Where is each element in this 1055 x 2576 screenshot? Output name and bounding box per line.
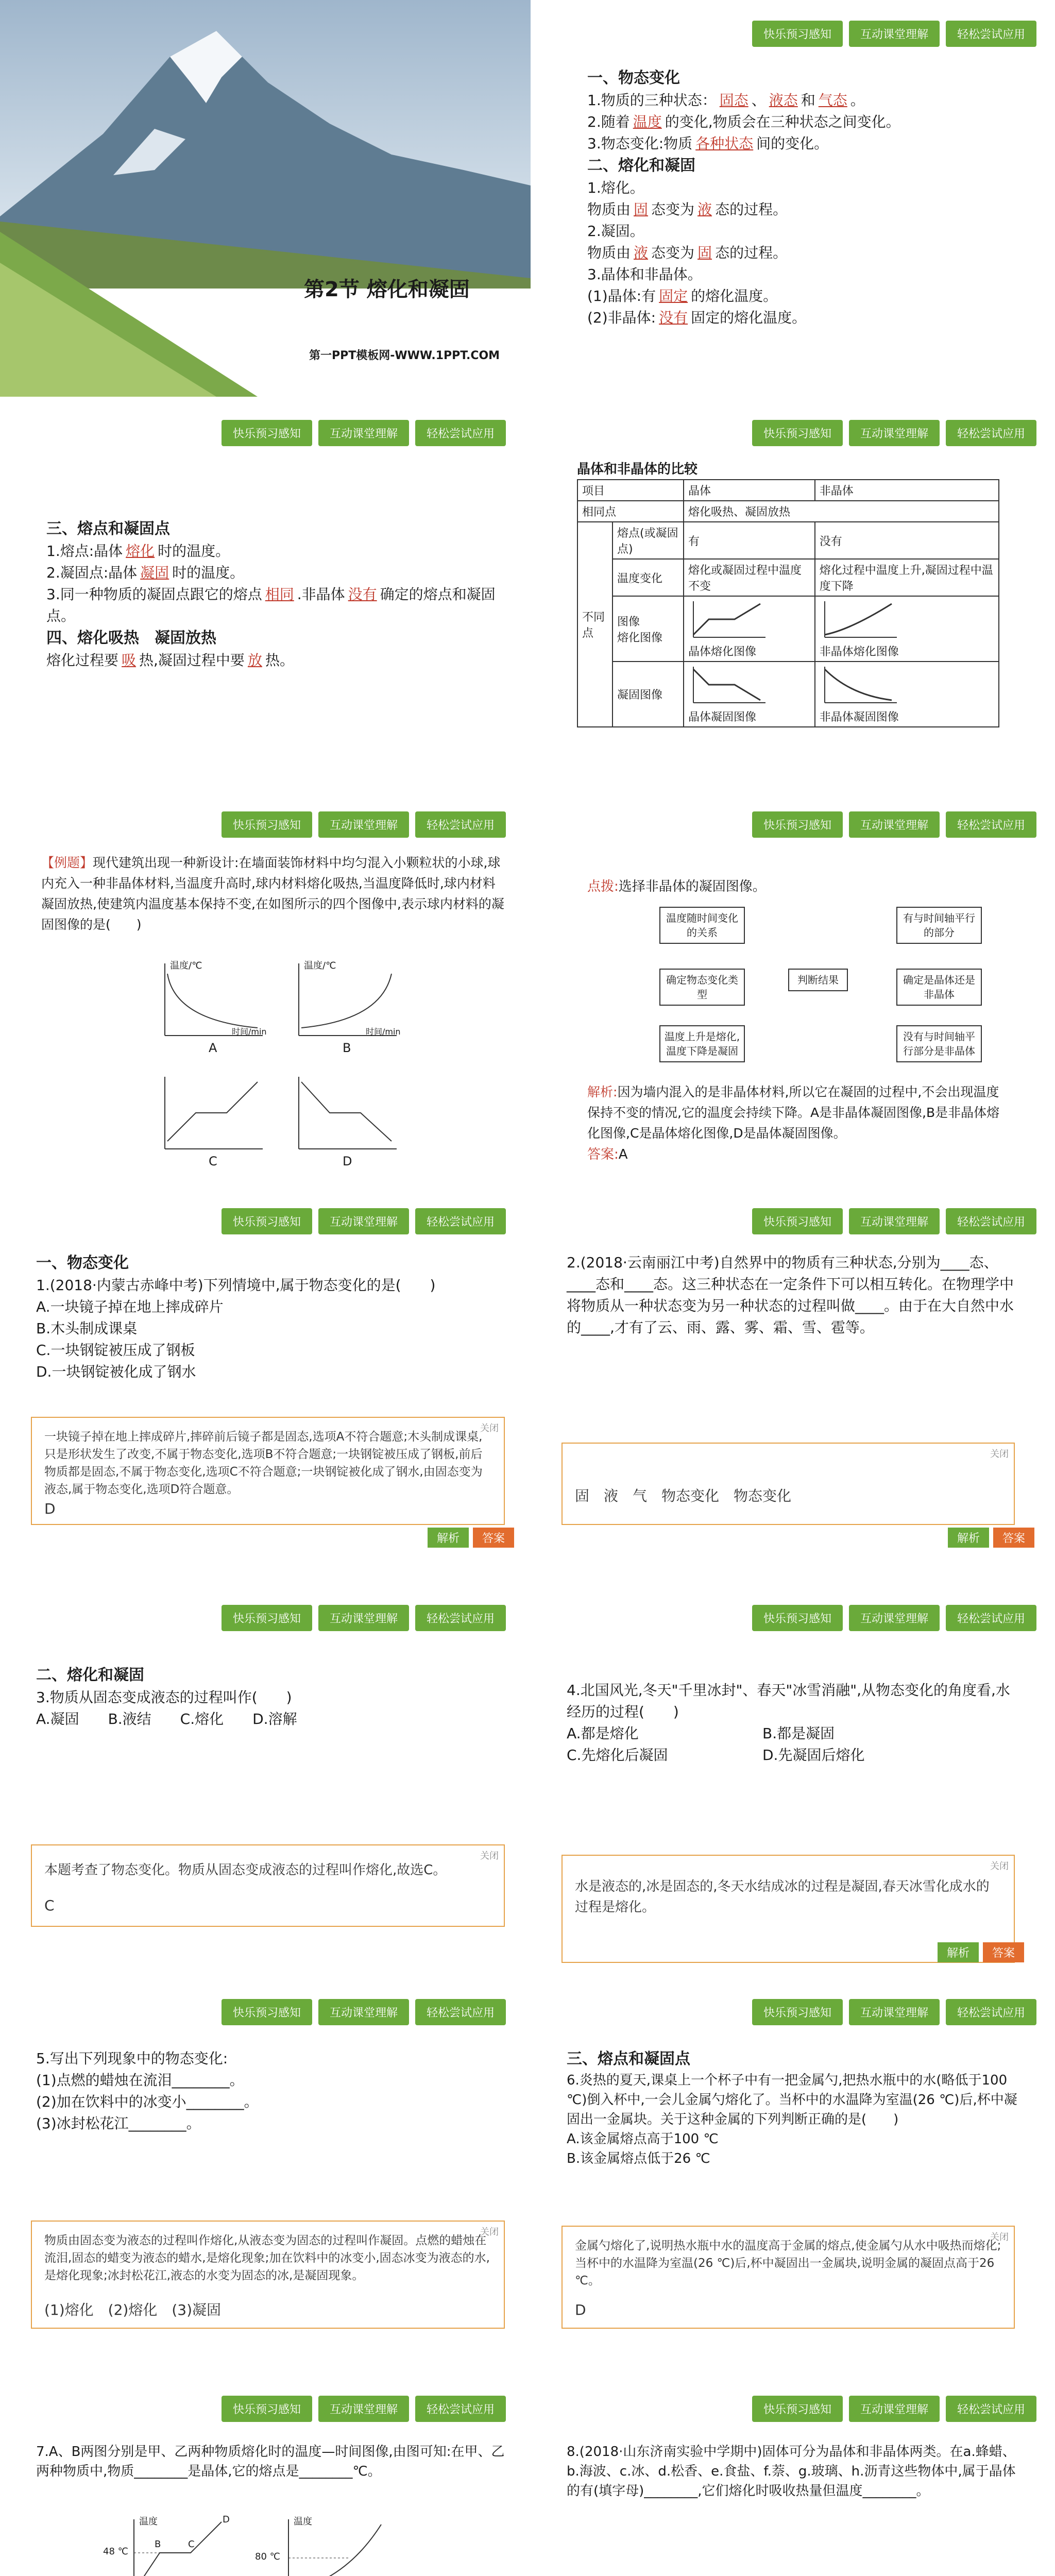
section-heading: 一、物态变化 xyxy=(36,1254,129,1272)
crystal-solidify-graph xyxy=(688,664,771,705)
explanation-text: 物质由固态变为液态的过程叫作熔化,从液态变为固态的过程叫作凝固。点燃的蜡烛在流泪,固态的蜡变为液态的蜡水,是熔化现象;加在饮料中的冰变小,固态冰变为液态的水,是熔化现象;冰封松花江,液态的水变为固态的冰,是凝固现象。 xyxy=(44,2234,490,2282)
answer-button[interactable]: 答案 xyxy=(993,1528,1034,1548)
example-analysis xyxy=(587,1082,1010,1165)
option[interactable]: B.该金属熔点低于26 ℃ xyxy=(567,2151,710,2166)
note-line: (1)晶体:有 固定 的熔化温度。 xyxy=(587,287,778,304)
nav-apply-button[interactable]: 轻松尝试应用 xyxy=(946,2396,1036,2422)
option[interactable]: D.一块钢锭被化成了钢水 xyxy=(36,1363,196,1380)
nav-classroom-button[interactable]: 互动课堂理解 xyxy=(849,811,940,838)
axis-label-temp: 温度/℃ xyxy=(304,960,336,971)
q6 xyxy=(567,2048,1020,2168)
flow-box: 有与时间轴平行的部分 xyxy=(896,907,982,944)
nav-right xyxy=(752,420,1036,446)
explanation-text: 本题考查了物态变化。物质从固态变成液态的过程叫作熔化,故选C。 xyxy=(44,1862,447,1878)
q1-toggle-buttons xyxy=(428,1528,514,1548)
question-text: 6.炎热的夏天,课桌上一个杯子中有一把金属勺,把热水瓶中的水(略低于100 ℃)倒入杯中,一会儿金属勺熔化了。当杯中的水温降为室温(26 ℃)后,杯中凝固出一金属块。关于这种金属的下列判断正确的是( ) xyxy=(567,2073,1017,2127)
graph-caption: 非晶体凝固图像 xyxy=(819,711,899,724)
table-cell: 有 xyxy=(684,522,815,559)
graph-label-d: D xyxy=(343,1154,352,1168)
q5-explanation-box xyxy=(31,2221,505,2329)
q4-toggle-buttons xyxy=(938,1942,1024,1962)
q2 xyxy=(567,1252,1020,1338)
table-cell-graph xyxy=(815,596,999,662)
nav-classroom-button[interactable]: 互动课堂理解 xyxy=(849,420,940,446)
nav-preview-button[interactable]: 快乐预习感知 xyxy=(222,420,312,446)
note-line: (2)非晶体: 没有 固定的熔化温度。 xyxy=(587,309,807,326)
q7 xyxy=(36,2442,510,2481)
axis-label-temp: 温度/℃ xyxy=(170,960,202,971)
nav-preview-button[interactable]: 快乐预习感知 xyxy=(752,21,843,47)
table-cell: 凝固图像 xyxy=(612,662,684,727)
note-line: 3.同一种物质的凝固点跟它的熔点 相同 .非晶体 没有 确定的熔点和凝固点。 xyxy=(46,586,496,624)
hint-line: 点拨:选择非晶体的凝固图像。 xyxy=(587,879,766,894)
option[interactable]: A.一块镜子掉在地上摔成碎片 xyxy=(36,1298,224,1315)
nav-apply-button[interactable]: 轻松尝试应用 xyxy=(415,2396,506,2422)
q8 xyxy=(567,2442,1020,2501)
nav-left xyxy=(222,1605,506,1631)
amorphous-solidify-graph xyxy=(820,664,902,705)
graph-point-label: C xyxy=(188,2539,195,2550)
nav-classroom-button[interactable]: 互动课堂理解 xyxy=(849,21,940,47)
flow-box: 温度随时间变化的关系 xyxy=(659,907,745,944)
answer-button[interactable]: 答案 xyxy=(473,1528,514,1548)
flow-box: 温度上升是熔化,温度下降是凝固 xyxy=(659,1025,745,1062)
nav-apply-button[interactable]: 轻松尝试应用 xyxy=(415,1999,506,2025)
nav-apply-button[interactable]: 轻松尝试应用 xyxy=(946,1605,1036,1631)
table-cell: 熔点(或凝固点) xyxy=(612,522,684,559)
option[interactable]: A.都是熔化 B.都是凝固 xyxy=(567,1725,835,1742)
nav-classroom-button[interactable]: 互动课堂理解 xyxy=(318,811,409,838)
nav-preview-button[interactable]: 快乐预习感知 xyxy=(222,1999,312,2025)
nav-left xyxy=(222,1208,506,1234)
green-diagonal-band xyxy=(0,232,531,397)
graph-temp-label: 48 ℃ xyxy=(103,2546,128,2557)
nav-preview-button[interactable]: 快乐预习感知 xyxy=(222,1208,312,1234)
nav-classroom-button[interactable]: 互动课堂理解 xyxy=(318,2396,409,2422)
nav-preview-button[interactable]: 快乐预习感知 xyxy=(752,2396,843,2422)
table-cell: 熔化过程中温度上升,凝固过程中温度下降 xyxy=(815,559,999,596)
answer-text: D xyxy=(44,1500,56,1517)
q1-explanation-box xyxy=(31,1417,505,1525)
question-text: 7.A、B两图分别是甲、乙两种物质熔化时的温度—时间图像,由图可知:在甲、乙两种物质中,物质________是晶体,它的熔点是________℃。 xyxy=(36,2444,505,2479)
site-watermark: 第一PPT模板网-WWW.1PPT.COM xyxy=(309,349,500,362)
q3 xyxy=(36,1664,510,1730)
flow-box: 确定是晶体还是非晶体 xyxy=(896,969,982,1006)
graph-point-label: B xyxy=(155,2539,161,2550)
amorphous-melting-graph xyxy=(820,599,902,640)
nav-preview-button[interactable]: 快乐预习感知 xyxy=(752,1605,843,1631)
graph-caption: 非晶体熔化图像 xyxy=(819,646,899,658)
note-line: 物质由 固 态变为 液 态的过程。 xyxy=(587,201,788,218)
table-cell-graph xyxy=(684,596,815,662)
close-button[interactable]: 关闭 xyxy=(990,2232,1009,2243)
explanation-text: 金属勺熔化了,说明热水瓶中水的温度高于金属的熔点,使金属勺从水中吸热而熔化;当杯中的水温降为室温(26 ℃)后,杯中凝固出一金属块,说明金属的凝固点高于26 ℃。 xyxy=(575,2239,1001,2287)
note-line: 1.熔点:晶体 熔化 时的温度。 xyxy=(46,543,230,560)
axis-label-time: 时间/min xyxy=(232,1027,267,1037)
nav-preview-button[interactable]: 快乐预习感知 xyxy=(752,420,843,446)
section-heading: 一、物态变化 xyxy=(587,69,680,87)
top-nav xyxy=(752,21,1036,47)
q6-explanation-box xyxy=(561,2226,1015,2329)
close-button[interactable]: 关闭 xyxy=(990,1861,1009,1872)
graph-temp-label: 80 ℃ xyxy=(255,2551,280,2562)
q2-answer-box xyxy=(561,1443,1015,1525)
nav-classroom-button[interactable]: 互动课堂理解 xyxy=(849,1999,940,2025)
q5 xyxy=(36,2048,510,2134)
note-line: 2.凝固。 xyxy=(587,223,644,240)
note-line: 2.随着 温度 的变化,物质会在三种状态之间变化。 xyxy=(587,113,900,130)
note-line: 1.熔化。 xyxy=(587,179,644,196)
nav-apply-button[interactable]: 轻松尝试应用 xyxy=(415,811,506,838)
example-hint xyxy=(587,876,1010,897)
table-cell: 没有 xyxy=(815,522,999,559)
nav-classroom-button[interactable]: 互动课堂理解 xyxy=(849,2396,940,2422)
close-button[interactable]: 关闭 xyxy=(990,1449,1009,1460)
answer-text: D xyxy=(575,2301,586,2318)
q3-explanation-box xyxy=(31,1844,505,1927)
table-cell: 熔化或凝固过程中温度不变 xyxy=(684,559,815,596)
flow-box: 判断结果 xyxy=(788,969,848,991)
answer-text: (1)熔化 (2)熔化 (3)凝固 xyxy=(44,2301,221,2318)
answer-button[interactable]: 答案 xyxy=(983,1942,1024,1962)
flow-box: 确定物态变化类型 xyxy=(659,969,745,1006)
comparison-table-wrap xyxy=(577,479,999,727)
option[interactable]: A.凝固 B.液结 C.熔化 D.溶解 xyxy=(36,1710,297,1727)
question-text: 2.(2018·云南丽江中考)自然界中的物质有三种状态,分别为____态、____态和____态。这三种状态在一定条件下可以相互转化。在物理学中将物质从一种状态变为另一种状态的过程叫做____。由于在大自然中水的____,才有了云、雨、露、雾、霜、雪、雹等。 xyxy=(567,1254,1014,1336)
section-heading: 二、熔化和凝固 xyxy=(587,157,695,175)
graph-axis-label: 温度 xyxy=(294,2516,312,2527)
question-text: 1.(2018·内蒙古赤峰中考)下列情境中,属于物态变化的是( ) xyxy=(36,1277,436,1294)
close-button[interactable]: 关闭 xyxy=(480,2227,499,2238)
nav-apply-button[interactable]: 轻松尝试应用 xyxy=(946,1999,1036,2025)
crystal-comparison-table xyxy=(577,479,999,727)
option[interactable]: B.木头制成课桌 xyxy=(36,1320,138,1337)
explanation-text: 一块镜子掉在地上摔成碎片,摔碎前后镜子都是固态,选项A不符合题意;木头制成课桌,只是形状发生了改变,不属于物态变化,选项B不符合题意;一块钢锭被压成了钢板,前后物质都是固态,不属于物态变化,选项C不符合题意;一块钢锭被化成了钢水,由固态变为液态,属于物态变化,选项D符合题意。 xyxy=(44,1430,483,1495)
note-line: 熔化过程要 吸 热,凝固过程中要 放 热。 xyxy=(46,652,294,669)
analysis-button[interactable]: 解析 xyxy=(938,1942,979,1962)
table-cell: 不同点 xyxy=(577,522,612,727)
nav-classroom-button[interactable]: 互动课堂理解 xyxy=(318,1605,409,1631)
sub-question: (2)加在饮料中的冰变小________。 xyxy=(36,2093,259,2110)
nav-left xyxy=(222,420,506,446)
option[interactable]: C.一块钢锭被压成了钢板 xyxy=(36,1342,195,1359)
nav-apply-button[interactable]: 轻松尝试应用 xyxy=(415,420,506,446)
nav-right xyxy=(752,811,1036,838)
note-line: 物质由 液 态变为 固 态的过程。 xyxy=(587,244,788,261)
table-cell: 图像 熔化图像 xyxy=(612,596,684,662)
nav-right xyxy=(752,1605,1036,1631)
table-cell: 相同点 xyxy=(577,501,684,522)
answer-text: C xyxy=(44,1897,55,1914)
nav-preview-button[interactable]: 快乐预习感知 xyxy=(752,1208,843,1234)
nav-preview-button[interactable]: 快乐预习感知 xyxy=(752,811,843,838)
sub-question: (3)冰封松花江________。 xyxy=(36,2115,201,2132)
question-text: 3.物质从固态变成液态的过程叫作( ) xyxy=(36,1689,292,1706)
nav-apply-button[interactable]: 轻松尝试应用 xyxy=(946,21,1036,47)
note-line: 2.凝固点:晶体 凝固 时的温度。 xyxy=(46,564,245,581)
table-cell-graph xyxy=(684,662,815,727)
example-graphs xyxy=(155,958,412,1175)
graph-label-c: C xyxy=(209,1154,217,1168)
flowchart xyxy=(659,907,999,1077)
note-line: 1.物质的三种状态： 固态 、 液态 和 气态 。 xyxy=(587,92,865,109)
nav-right xyxy=(752,1208,1036,1234)
q4 xyxy=(567,1680,1020,1766)
nav-apply-button[interactable]: 轻松尝试应用 xyxy=(946,1208,1036,1234)
graph-axis-label: 温度 xyxy=(139,2516,158,2527)
nav-classroom-button[interactable]: 互动课堂理解 xyxy=(318,1208,409,1234)
example-question xyxy=(41,853,505,935)
example-text: 【例题】现代建筑出现一种新设计:在墙面装饰材料中均匀混入小颗粒状的小球,球内充入一种非晶体材料,当温度升高时,球内材料熔化吸热,当温度降低时,球内材料凝固放热,使建筑内温度基本保持不变,在如图所示的四个图像中,表示球内材料的凝固图像的是( ) xyxy=(41,855,504,932)
graph-point-label: D xyxy=(223,2514,230,2525)
nav-left xyxy=(222,811,506,838)
crystal-melting-graph xyxy=(688,599,771,640)
question-text: 5.写出下列现象中的物态变化: xyxy=(36,2050,228,2067)
nav-classroom-button[interactable]: 互动课堂理解 xyxy=(849,1208,940,1234)
section-heading: 四、熔化吸热 凝固放热 xyxy=(46,629,216,647)
lesson-title: 第2节 熔化和凝固 xyxy=(304,278,470,301)
table-cell: 熔化吸热、凝固放热 xyxy=(684,501,999,522)
analysis-button[interactable]: 解析 xyxy=(948,1528,989,1548)
slide2-notes xyxy=(46,518,510,671)
explanation-text: 水是液态的,冰是固态的,冬天水结成冰的过程是凝固,春天冰雪化成水的过程是熔化。 xyxy=(575,1879,990,1915)
graph-label-a: A xyxy=(209,1041,217,1055)
sub-question: (1)点燃的蜡烛在流泪________。 xyxy=(36,2072,244,2089)
section-heading: 二、熔化和凝固 xyxy=(36,1666,144,1684)
slide1-notes xyxy=(587,67,1055,329)
graph-label-b: B xyxy=(343,1041,351,1055)
axis-label-time: 时间/min xyxy=(366,1027,401,1037)
option[interactable]: C.先熔化后凝固 D.先凝固后熔化 xyxy=(567,1747,865,1764)
question-text: 8.(2018·山东济南实验中学期中)固体可分为晶体和非晶体两类。在a.蜂蜡、b.海波、c.冰、d.松香、e.食盐、f.萘、g.玻璃、h.沥青这些物体中,属于晶体的有(填字母)________,它们熔化时吸收热量但温度________。 xyxy=(567,2444,1016,2499)
table-header: 非晶体 xyxy=(815,480,999,501)
nav-preview-button[interactable]: 快乐预习感知 xyxy=(752,1999,843,2025)
nav-preview-button[interactable]: 快乐预习感知 xyxy=(222,1605,312,1631)
section-heading: 三、熔点和凝固点 xyxy=(46,520,170,538)
nav-left xyxy=(222,1999,506,2025)
nav-classroom-button[interactable]: 互动课堂理解 xyxy=(318,1999,409,2025)
nav-classroom-button[interactable]: 互动课堂理解 xyxy=(318,420,409,446)
nav-left xyxy=(222,2396,506,2422)
flow-box: 没有与时间轴平行部分是非晶体 xyxy=(896,1025,982,1062)
nav-classroom-button[interactable]: 互动课堂理解 xyxy=(849,1605,940,1631)
note-line: 3.晶体和非晶体。 xyxy=(587,266,702,283)
table-cell-graph xyxy=(815,662,999,727)
graph-caption: 晶体凝固图像 xyxy=(688,711,757,724)
nav-right xyxy=(752,2396,1036,2422)
four-option-graphs xyxy=(155,958,412,1175)
nav-preview-button[interactable]: 快乐预习感知 xyxy=(222,811,312,838)
q7-graphs xyxy=(103,2514,392,2576)
comparison-table-title: 晶体和非晶体的比较 xyxy=(577,462,698,477)
table-header: 项目 xyxy=(577,480,684,501)
nav-right xyxy=(752,1999,1036,2025)
table-cell: 温度变化 xyxy=(612,559,684,596)
analysis-text: 解析:因为墙内混入的是非晶体材料,所以它在凝固的过程中,不会出现温度保持不变的情况,它的温度会持续下降。A是非晶体凝固图像,B是非晶体熔化图像,C是晶体熔化图像,D是晶体凝固图像。 xyxy=(587,1084,1000,1141)
section-heading: 三、熔点和凝固点 xyxy=(567,2050,690,2068)
analysis-button[interactable]: 解析 xyxy=(428,1528,469,1548)
answer-line: 答案:A xyxy=(587,1147,628,1162)
nav-apply-button[interactable]: 轻松尝试应用 xyxy=(946,420,1036,446)
nav-apply-button[interactable]: 轻松尝试应用 xyxy=(946,811,1036,838)
answer-text: 固 液 气 物态变化 物态变化 xyxy=(575,1487,792,1504)
note-line: 3.物态变化:物质 各种状态 间的变化。 xyxy=(587,135,829,152)
option[interactable]: A.该金属熔点高于100 ℃ xyxy=(567,2131,719,2147)
q1 xyxy=(36,1252,510,1383)
close-button[interactable]: 关闭 xyxy=(480,1851,499,1861)
close-button[interactable]: 关闭 xyxy=(480,1423,499,1434)
nav-preview-button[interactable]: 快乐预习感知 xyxy=(222,2396,312,2422)
question-text: 4.北国风光,冬天"千里冰封"、春天"冰雪消融",从物态变化的角度看,水经历的过程( ) xyxy=(567,1682,1010,1720)
table-header: 晶体 xyxy=(684,480,815,501)
graph-caption: 晶体熔化图像 xyxy=(688,646,757,658)
nav-apply-button[interactable]: 轻松尝试应用 xyxy=(415,1605,506,1631)
nav-apply-button[interactable]: 轻松尝试应用 xyxy=(415,1208,506,1234)
q2-toggle-buttons xyxy=(948,1528,1034,1548)
